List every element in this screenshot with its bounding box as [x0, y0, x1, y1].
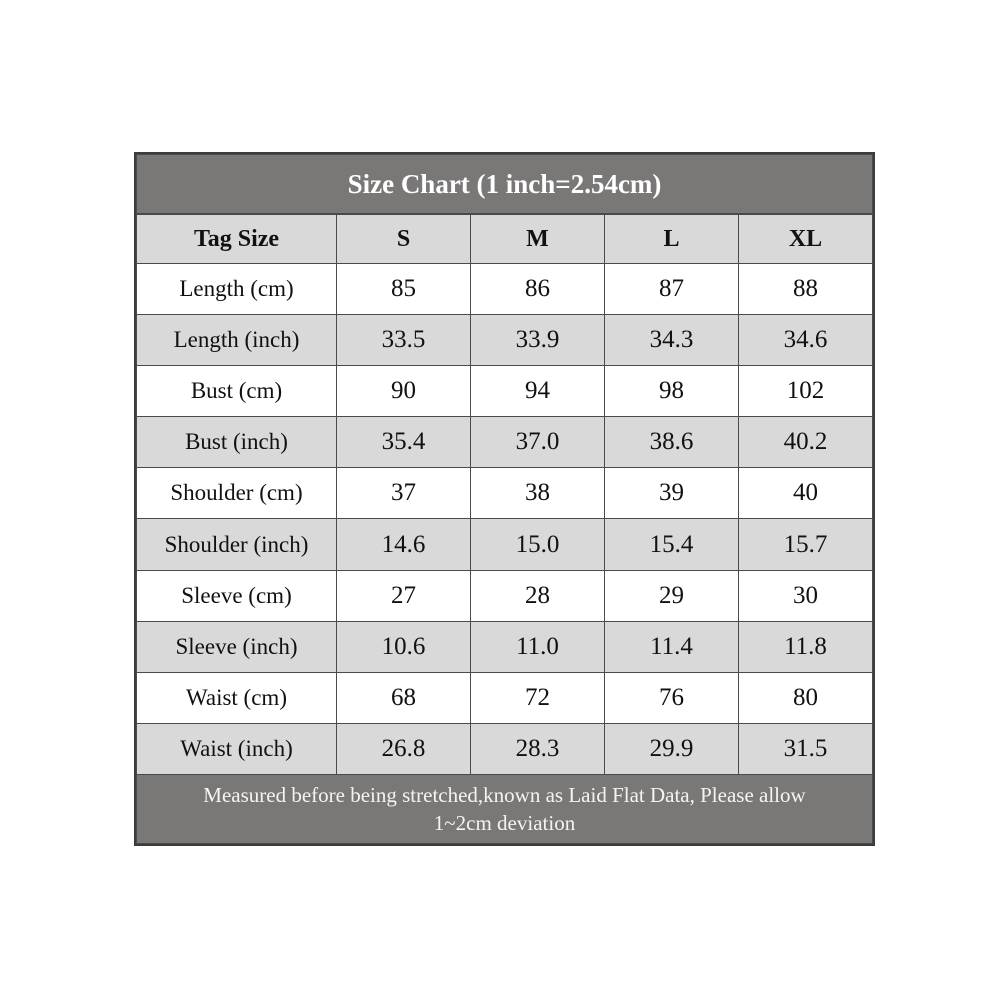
table-row	[137, 672, 873, 723]
table-row	[137, 366, 873, 417]
note-line-2: 1~2cm deviation	[433, 811, 576, 835]
cell-value: 94	[471, 366, 605, 417]
cell-value: 40	[739, 468, 873, 519]
cell-value: 28.3	[471, 723, 605, 774]
header-row	[137, 214, 873, 264]
size-chart	[134, 152, 875, 846]
cell-value: 85	[337, 264, 471, 315]
table-row	[137, 570, 873, 621]
cell-value: 31.5	[739, 723, 873, 774]
cell-value: 35.4	[337, 417, 471, 468]
row-label: Shoulder (cm)	[137, 468, 337, 519]
cell-value: 10.6	[337, 621, 471, 672]
size-table	[136, 154, 873, 844]
cell-value: 33.9	[471, 315, 605, 366]
cell-value: 72	[471, 672, 605, 723]
table-row	[137, 315, 873, 366]
title-row	[137, 155, 873, 215]
row-label: Sleeve (cm)	[137, 570, 337, 621]
cell-value: 29	[605, 570, 739, 621]
table-row	[137, 468, 873, 519]
cell-value: 11.0	[471, 621, 605, 672]
cell-value: 86	[471, 264, 605, 315]
cell-value: 34.6	[739, 315, 873, 366]
cell-value: 11.4	[605, 621, 739, 672]
header-size-l: L	[605, 214, 739, 264]
cell-value: 87	[605, 264, 739, 315]
row-label: Waist (cm)	[137, 672, 337, 723]
cell-value: 14.6	[337, 519, 471, 570]
measurement-note	[137, 775, 873, 844]
cell-value: 34.3	[605, 315, 739, 366]
table-row	[137, 417, 873, 468]
cell-value: 29.9	[605, 723, 739, 774]
cell-value: 76	[605, 672, 739, 723]
cell-value: 102	[739, 366, 873, 417]
chart-title: Size Chart (1 inch=2.54cm)	[137, 155, 873, 215]
cell-value: 27	[337, 570, 471, 621]
cell-value: 15.7	[739, 519, 873, 570]
row-label: Length (cm)	[137, 264, 337, 315]
cell-value: 38	[471, 468, 605, 519]
table-row	[137, 621, 873, 672]
row-label: Length (inch)	[137, 315, 337, 366]
cell-value: 38.6	[605, 417, 739, 468]
cell-value: 30	[739, 570, 873, 621]
header-size-m: M	[471, 214, 605, 264]
cell-value: 28	[471, 570, 605, 621]
cell-value: 40.2	[739, 417, 873, 468]
header-size-xl: XL	[739, 214, 873, 264]
cell-value: 37	[337, 468, 471, 519]
header-tag-size: Tag Size	[137, 214, 337, 264]
cell-value: 26.8	[337, 723, 471, 774]
row-label: Bust (cm)	[137, 366, 337, 417]
footer-row	[137, 775, 873, 844]
cell-value: 88	[739, 264, 873, 315]
table-row	[137, 519, 873, 570]
cell-value: 33.5	[337, 315, 471, 366]
header-size-s: S	[337, 214, 471, 264]
row-label: Waist (inch)	[137, 723, 337, 774]
cell-value: 98	[605, 366, 739, 417]
cell-value: 15.4	[605, 519, 739, 570]
cell-value: 15.0	[471, 519, 605, 570]
row-label: Bust (inch)	[137, 417, 337, 468]
row-label: Sleeve (inch)	[137, 621, 337, 672]
cell-value: 90	[337, 366, 471, 417]
cell-value: 11.8	[739, 621, 873, 672]
note-line-1: Measured before being stretched,known as Laid Flat Data, Please allow	[203, 783, 806, 807]
cell-value: 80	[739, 672, 873, 723]
cell-value: 68	[337, 672, 471, 723]
row-label: Shoulder (inch)	[137, 519, 337, 570]
table-row	[137, 723, 873, 774]
table-row	[137, 264, 873, 315]
cell-value: 37.0	[471, 417, 605, 468]
cell-value: 39	[605, 468, 739, 519]
